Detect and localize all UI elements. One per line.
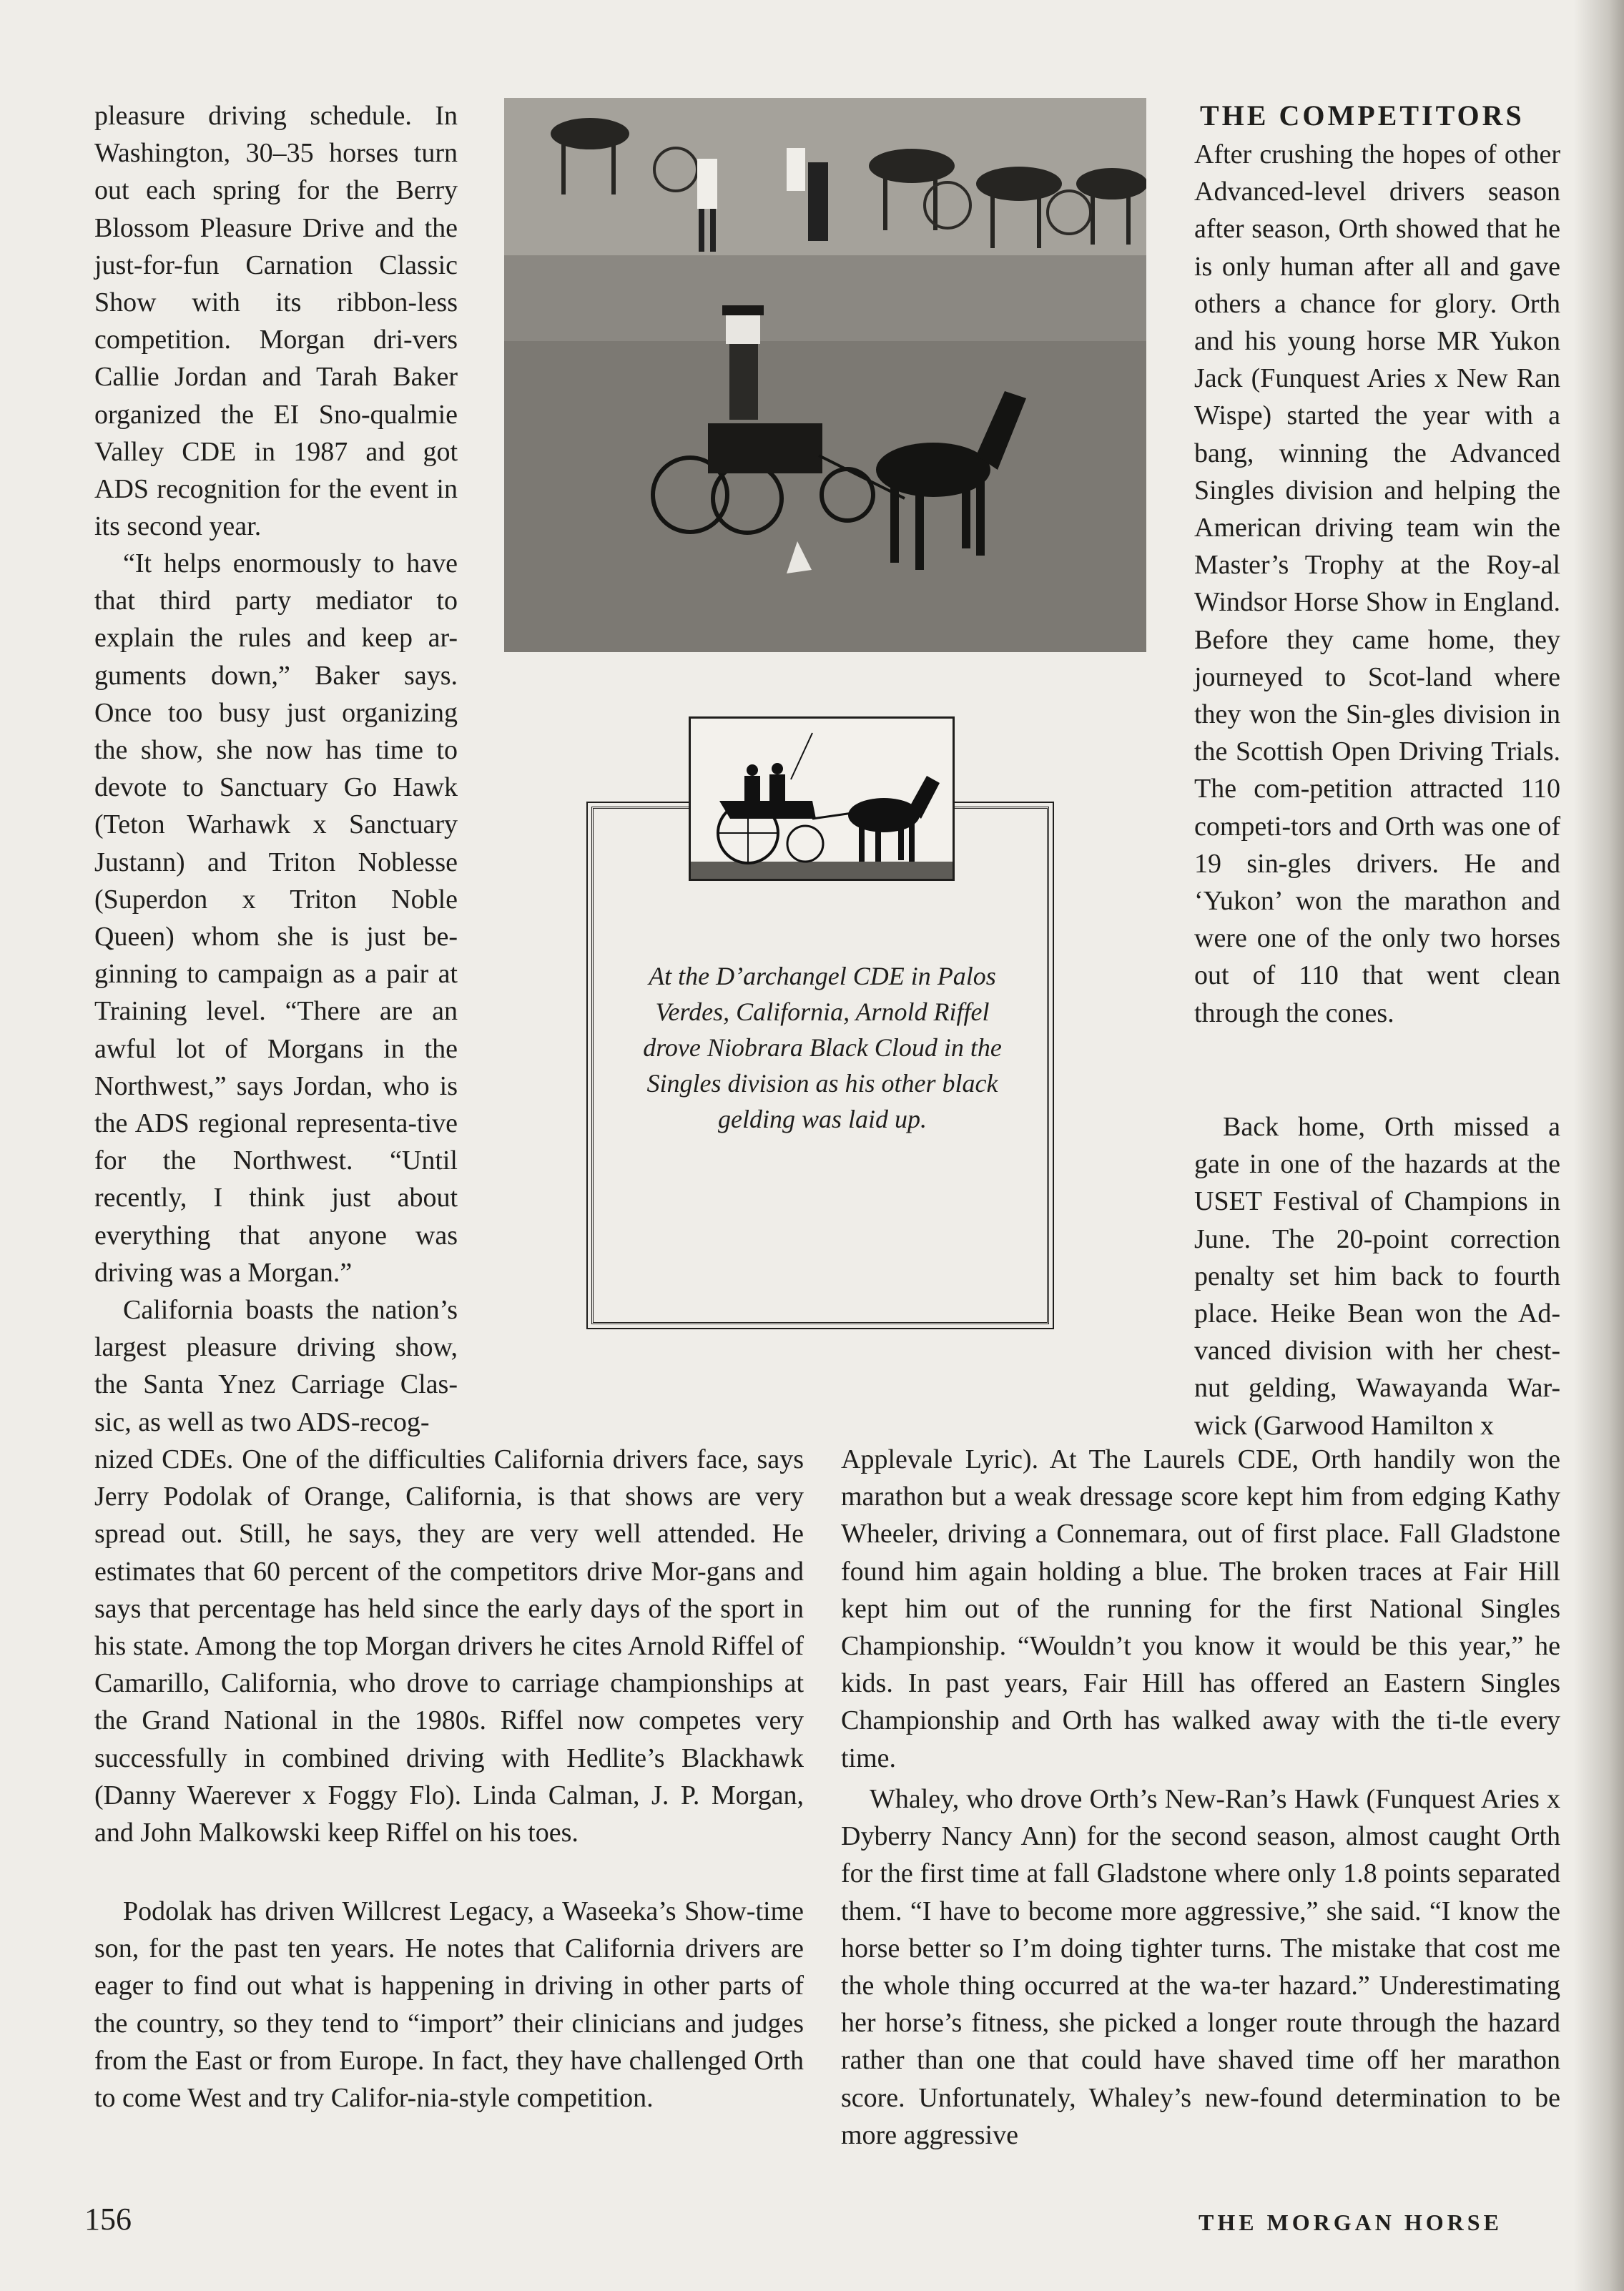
left-paragraph-1: pleasure driving schedule. In Washington, 30–35 horses turn out each spring for the Berry Blossom Pleasure Drive and the just-for-fun Carnation Classic Show with its ribbon-less competition. Morgan dri-vers Callie Jordan and Tarah Baker organized the EI Sno-qualmie Valley CDE in 1987 and got ADS recognition for the event in its second year. bbox=[94, 101, 458, 542]
left-paragraph-3-start: California boasts the nation’s largest pleasure driving show, the Santa Ynez Carriage Clas-sic, as well as two ADS-recog- bbox=[94, 1295, 458, 1437]
carriage-vignette-drawing bbox=[691, 719, 953, 879]
page-edge-shadow bbox=[1574, 0, 1624, 2291]
carriage-photo-illustration bbox=[504, 98, 1146, 652]
left-paragraph-2: “It helps enormously to have that third party mediator to explain the rules and keep ar-guments down,” Baker says. Once too busy just organizing the show, she now has time to devote to Sanctuary Go Hawk (Teton Warhawk x Sanctuary Justann) and Triton Noblesse (Superdon x Triton Noble Queen) whom she is just be-ginning to campaign as a pair at Training level. “There are an awful lot of Morgans in the Northwest,” says Jordan, who is the ADS regional representa-tive for the Northwest. “Until recently, I think just about everything that anyone was driving was a Morgan.” bbox=[94, 548, 458, 1288]
running-footer: THE MORGAN HORSE bbox=[1199, 2209, 1502, 2235]
right-paragraph-3: Whaley, who drove Orth’s New-Ran’s Hawk (Funquest Aries x Dyberry Nancy Ann) for the second season, almost caught Orth for the first time at fall Gladstone where only 1.8 points separated them. “I have to become more aggressive,” she said. “I know the horse better so I’m doing tighter turns. The mistake that cost me the whole thing occurred at the wa-ter hazard.” Underestimating her horse’s fitness, she picked a longer route through the hazard rather than one that could have shaved time off her marathon score. Unfortunately, Whaley’s new-found determination to be more aggressive bbox=[841, 1784, 1560, 2150]
carriage-silhouette-icon bbox=[689, 716, 955, 881]
left-paragraph-3-continued: nized CDEs. One of the difficulties California drivers face, says Jerry Podolak of Orange, California, is that shows are very spread out. Still, he says, they are very well attended. He estimates that 60 percent of the competitors drive Mor-gans and says that percentage has held since the early days of the sport in his state. Among the top Morgan drivers he cites Arnold Riffel of Camarillo, California, who drove to carriage championships at the Grand National in the 1980s. Riffel now competes very successfully in combined driving with Hedlite’s Blackhawk (Danny Waerever x Foggy Flo). Linda Calman, J. P. Morgan, and John Malkowski keep Riffel on his toes. bbox=[94, 1444, 804, 1848]
right-paragraph-2-continued: Applevale Lyric). At The Laurels CDE, Orth handily won the marathon but a weak dressage score kept him from edging Kathy Wheeler, driving a Connemara, out of first place. Fall Gladstone found him again holding a blue. The broken traces at Fair Hill kept him out of the running for the first National Singles Championship. “Wouldn’t you know it would be this year,” he kids. In past years, Fair Hill has offered an Eastern Singles Championship and Orth has walked away with the ti-tle every time. bbox=[841, 1444, 1560, 1773]
left-paragraph-4: Podolak has driven Willcrest Legacy, a Waseeka’s Show-time son, for the past ten years. He notes that California drivers are eager to find out what is happening in driving in other parts of the country, so they tend to “import” their clinicians and judges from the East or from Europe. In fact, they have challenged Orth to come West and try Califor-nia-style competition. bbox=[94, 1896, 804, 2114]
page-number: 156 bbox=[84, 2202, 132, 2237]
section-title: THE COMPETITORS bbox=[1200, 99, 1525, 132]
horse-drawn-carriage-photo bbox=[504, 98, 1146, 652]
photo-caption: At the D’archangel CDE in Palos Verdes, California, Arnold Riffel drove Niobrara Black Cloud in the Singles division as his other black gelding was laid up. bbox=[643, 962, 1002, 1133]
right-paragraph-2-start: Back home, Orth missed a gate in one of the hazards at the USET Festival of Champions in June. The 20-point correction penalty set him back to fourth place. Heike Bean won the Ad-vanced division with her chest-nut gelding, Wawayanda War-wick (Garwood Hamilton x bbox=[1194, 1112, 1560, 1441]
right-paragraph-1: After crushing the hopes of other Advanced-level drivers season after season, Orth showed that he is only human after all and gave others a chance for glory. Orth and his young horse MR Yukon Jack (Funquest Aries x New Ran Wispe) started the year with a bang, winning the Advanced Singles division and helping the American driving team win the Master’s Trophy at the Roy-al Windsor Horse Show in England. Before they came home, they journeyed to Scot-land where they won the Sin-gles division in the Scottish Open Driving Trials. The com-petition attracted 110 competi-tors and Orth was one of 19 sin-gles drivers. He and ‘Yukon’ won the marathon and were one of the only two horses out of 110 that went clean through the cones. bbox=[1194, 139, 1560, 1028]
